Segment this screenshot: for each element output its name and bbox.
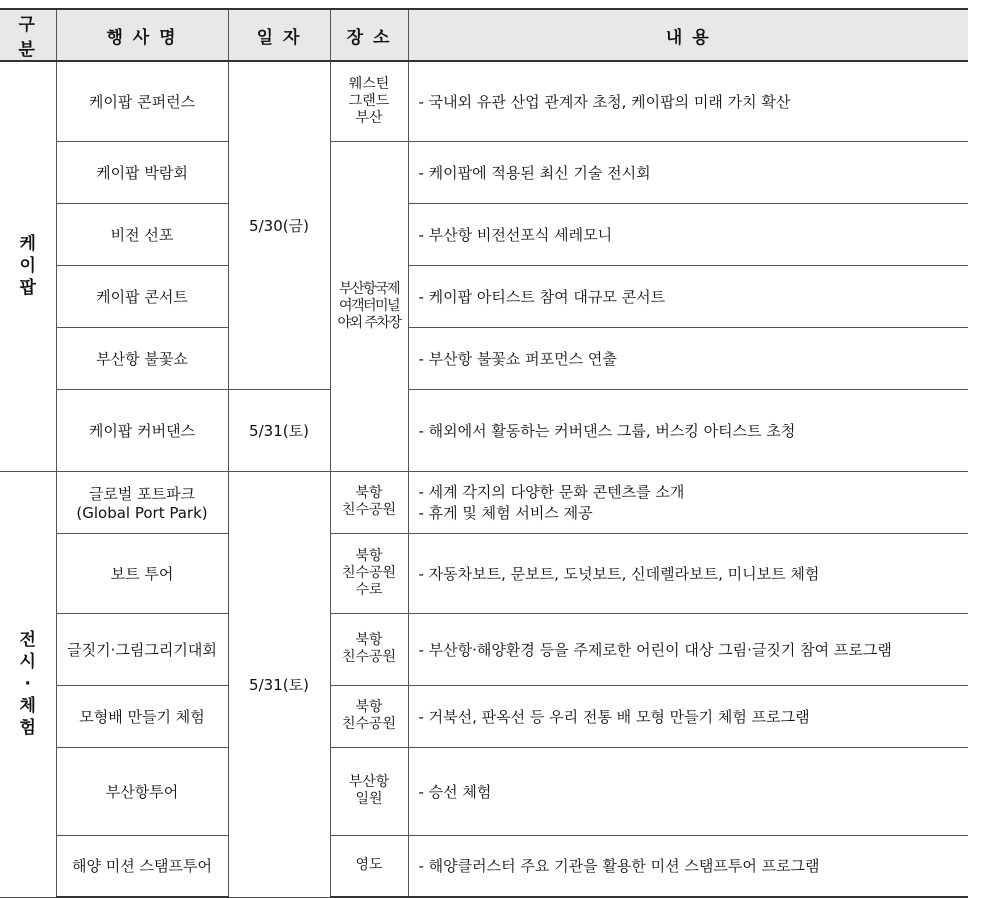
event-content: - 세계 각지의 다양한 문화 콘텐츠를 소개 - 휴게 및 체험 서비스 제공 (408, 471, 968, 533)
event-content: - 거북선, 판옥선 등 우리 전통 배 모형 만들기 체험 프로그램 (408, 685, 968, 747)
event-content: - 부산항 비전선포식 세레모니 (408, 203, 968, 265)
event-date: 5/30(금) (228, 61, 330, 389)
event-name: 케이팝 커버댄스 (56, 389, 228, 471)
event-name: 부산항 불꽃쇼 (56, 327, 228, 389)
header-place: 장 소 (330, 9, 408, 61)
event-place: 부산항 일원 (330, 747, 408, 835)
table-row (0, 389, 968, 471)
event-content: - 부산항 불꽃쇼 퍼포먼스 연출 (408, 327, 968, 389)
table-row (0, 203, 968, 265)
event-name: 케이팝 박람회 (56, 141, 228, 203)
header-row (0, 9, 968, 61)
event-name: 부산항투어 (56, 747, 228, 835)
event-name: 모형배 만들기 체험 (56, 685, 228, 747)
event-date: 5/31(토) (228, 471, 330, 897)
table-row (0, 685, 968, 747)
table-row (0, 471, 968, 533)
event-place: 영도 (330, 835, 408, 897)
event-name: 보트 투어 (56, 533, 228, 613)
event-name: 비전 선포 (56, 203, 228, 265)
header-category: 구 분 (0, 9, 56, 61)
table-row (0, 613, 968, 685)
table-row (0, 265, 968, 327)
category-exhibition: 전 시 · 체 험 (0, 471, 56, 897)
table-row (0, 61, 968, 141)
event-content: - 해양클러스터 주요 기관을 활용한 미션 스탬프투어 프로그램 (408, 835, 968, 897)
event-place: 북항 친수공원 (330, 613, 408, 685)
event-content: - 국내외 유관 산업 관계자 초청, 케이팝의 미래 가치 확산 (408, 61, 968, 141)
header-date: 일 자 (228, 9, 330, 61)
table-row (0, 327, 968, 389)
event-place: 웨스틴 그랜드 부산 (330, 61, 408, 141)
event-content: - 케이팝 아티스트 참여 대규모 콘서트 (408, 265, 968, 327)
event-place: 부산항국제 여객터미널 야외 주차장 (330, 141, 408, 471)
event-name: 해양 미션 스탬프투어 (56, 835, 228, 897)
table-row (0, 835, 968, 897)
event-place: 북항 친수공원 수로 (330, 533, 408, 613)
event-name: 글로벌 포트파크 (Global Port Park) (56, 471, 228, 533)
table-row (0, 747, 968, 835)
event-place: 북항 친수공원 (330, 471, 408, 533)
header-content: 내 용 (408, 9, 968, 61)
event-schedule-table (0, 8, 968, 898)
event-content: - 해외에서 활동하는 커버댄스 그룹, 버스킹 아티스트 초청 (408, 389, 968, 471)
event-content: - 승선 체험 (408, 747, 968, 835)
event-content: - 부산항·해양환경 등을 주제로한 어린이 대상 그림·글짓기 참여 프로그램 (408, 613, 968, 685)
category-kpop: 케 이 팝 (0, 61, 56, 471)
header-event-name: 행 사 명 (56, 9, 228, 61)
event-name: 케이팝 콘퍼런스 (56, 61, 228, 141)
event-content: - 케이팝에 적용된 최신 기술 전시회 (408, 141, 968, 203)
table-row (0, 141, 968, 203)
event-name: 케이팝 콘서트 (56, 265, 228, 327)
table-row (0, 533, 968, 613)
event-place: 북항 친수공원 (330, 685, 408, 747)
event-date: 5/31(토) (228, 389, 330, 471)
event-name: 글짓기·그림그리기대회 (56, 613, 228, 685)
event-content: - 자동차보트, 문보트, 도넛보트, 신데렐라보트, 미니보트 체험 (408, 533, 968, 613)
